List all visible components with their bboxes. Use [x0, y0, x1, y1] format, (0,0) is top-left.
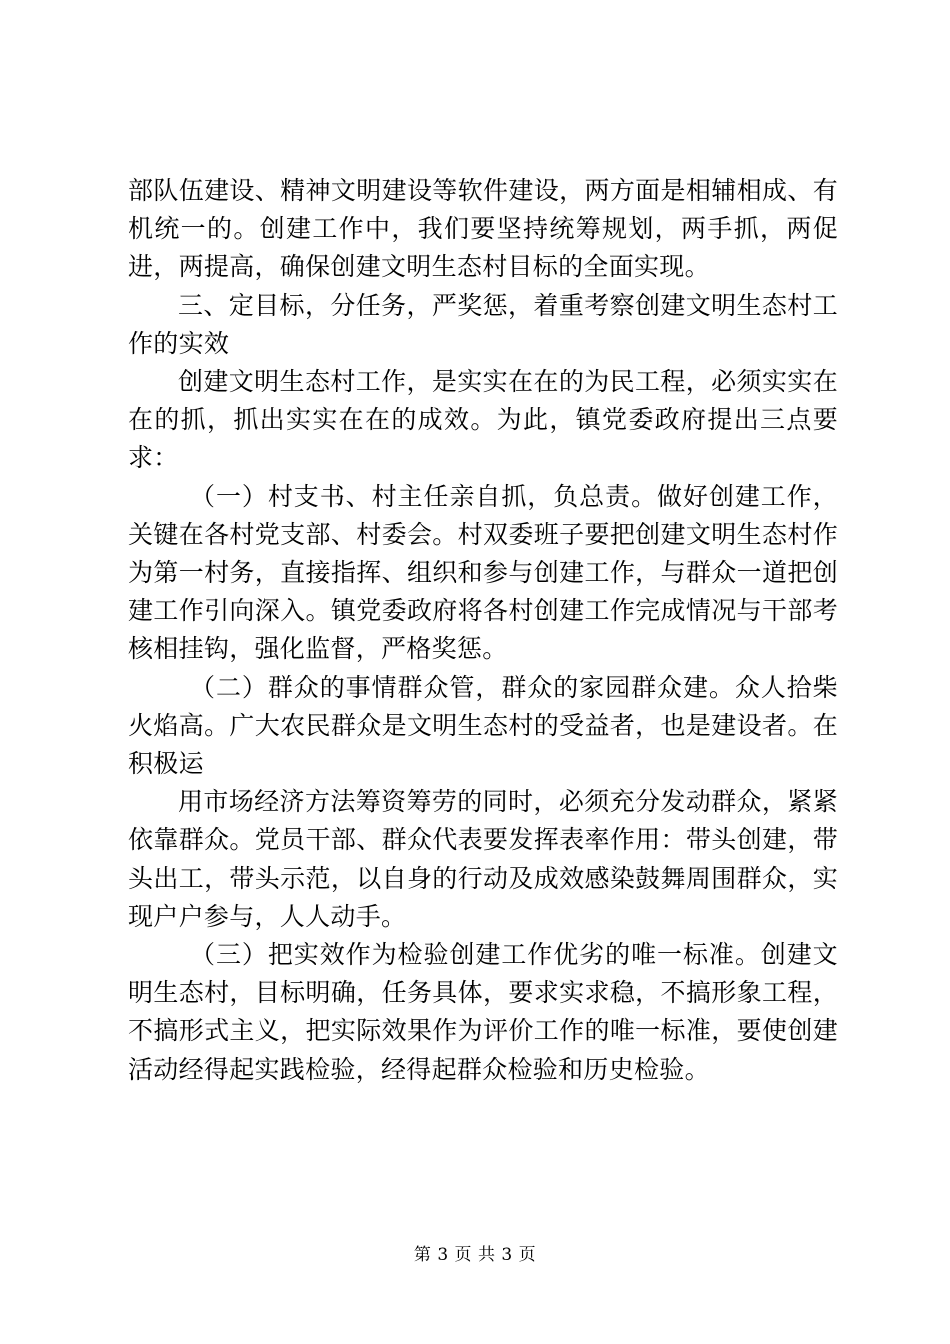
- document-body: [128, 172, 838, 1089]
- paragraph-item-1: （一）村支书、村主任亲自抓，负总责。做好创建工作，关键在各村党支部、村委会。村双委班子要把创建文明生态村作为第一村务，直接指挥、组织和参与创建工作，与群众一道把创建工作引向深入。镇党委政府将各村创建工作完成情况与干部考核相挂钩，强化监督，严格奖惩。: [128, 481, 838, 664]
- paragraph-requirements-intro: 创建文明生态村工作，是实实在在的为民工程，必须实实在在的抓，抓出实实在在的成效。为此，镇党委政府提出三点要求：: [128, 367, 838, 473]
- paragraph-item-2: （二）群众的事情群众管，群众的家园群众建。众人拾柴火焰高。广大农民群众是文明生态村的受益者，也是建设者。在积极运: [128, 672, 838, 779]
- paragraph-item-2-continued: 用市场经济方法筹资筹劳的同时，必须充分发动群众，紧紧依靠群众。党员干部、群众代表要发挥表率作用：带头创建，带头出工，带头示范，以自身的行动及成效感染鼓舞周围群众，实现户户参与，人人动手。: [128, 787, 838, 931]
- page-number-label: 第 3 页 共 3 页: [413, 1245, 537, 1265]
- paragraph-1: 部队伍建设、精神文明建设等软件建设，两方面是相辅相成、有机统一的。创建工作中，我们要坚持统筹规划，两手抓，两促进，两提高，确保创建文明生态村目标的全面实现。: [128, 176, 838, 282]
- section-heading-3: 三、定目标，分任务，严奖惩，着重考察创建文明生态村工作的实效: [128, 290, 838, 358]
- page-footer: [0, 1244, 950, 1266]
- paragraph-item-3: （三）把实效作为检验创建工作优劣的唯一标准。创建文明生态村，目标明确，任务具体，要求实求稳，不搞形象工程，不搞形式主义，把实际效果作为评价工作的唯一标准，要使创建活动经得起实践检验，经得起群众检验和历史检验。: [128, 940, 838, 1084]
